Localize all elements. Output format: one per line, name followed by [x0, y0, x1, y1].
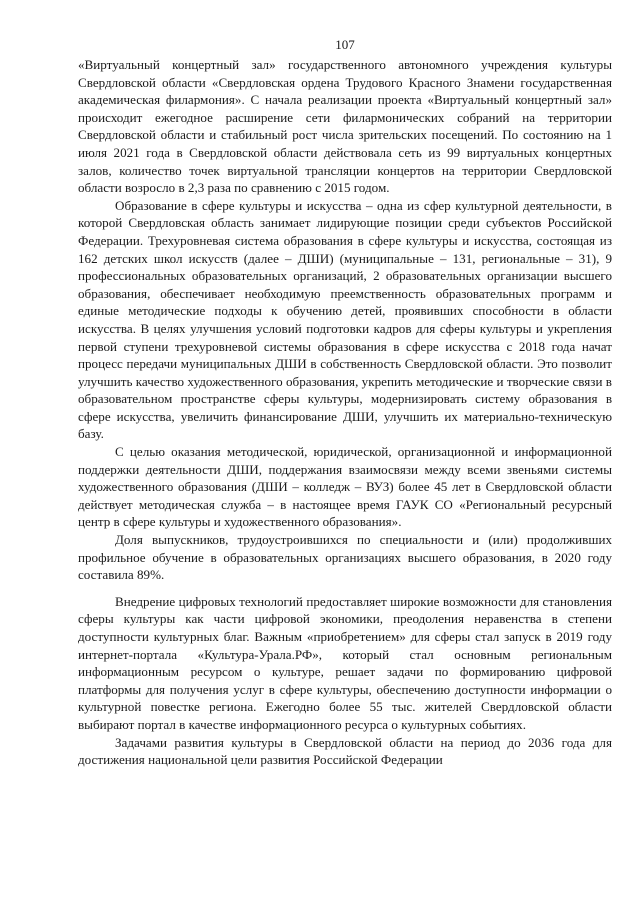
- paragraph-graduates-share: Доля выпускников, трудоустроившихся по специальности и (или) продолживших профильное обучение в образовательных организациях высшего образования, в 2020 году составила 89%.: [78, 532, 612, 583]
- document-page: [78, 34, 612, 769]
- paragraph-development-goals: Задачами развития культуры в Свердловской области на период до 2036 года для достижения национальной цели развития Российской Федерации: [78, 734, 612, 768]
- page-number: 107: [335, 37, 355, 52]
- paragraph-virtual-concert-hall: «Виртуальный концертный зал» государственного автономного учреждения культуры Свердловской области «Свердловская ордена Трудового Красного Знамени государственная академическая филармония». С начала реализации проекта «Виртуальный концертный зал» происходит ежегодное расширение сети филармонических собраний на территории Свердловской области и стабильный рост числа зрительских посещений. По состоянию на 1 июля 2021 года в Свердловской области действовала сеть из 99 виртуальных концертных залов, количество точек виртуальной трансляции концертов на территории Свердловской области возросло в 2,3 раза по сравнению с 2015 годом.: [78, 57, 612, 196]
- paragraph-methodical-service: С целью оказания методической, юридической, организационной и информационной поддержки деятельности ДШИ, поддержания взаимосвязи между всеми звеньями системы художественного образования (ДШИ – колледж – ВУЗ) более 45 лет в Свердловской области действует методическая служба – в настоящее время ГАУК СО «Региональный ресурсный центр в сфере культуры и художественного образования».: [78, 444, 612, 530]
- paragraph-digital-technologies: Внедрение цифровых технологий предоставляет широкие возможности для становления сферы культуры как части цифровой экономики, преодоления неравенства в степени доступности культурных благ. Важным «приобретением» для сферы стал запуск в 2019 году интернет-портала «Культура-Урала.РФ», который стал основным региональным информационным ресурсом о культуре, решает задачи по формированию цифровой платформы для получения услуг в сфере культуры, обеспечению доступности информации о культурной повестке региона. Ежегодно более 55 тыс. жителей Свердловской области выбирают портал в качестве информационного ресурса о культурных событиях.: [78, 593, 612, 732]
- paragraph-arts-education: Образование в сфере культуры и искусства – одна из сфер культурной деятельности, в которой Свердловская область занимает лидирующие позиции среди субъектов Российской Федерации. Трехуровневая система образования в сфере культуры и искусства, состоящая из 162 детских школ искусств (далее – ДШИ) (муниципальные – 131, региональные – 31), 9 профессиональных образовательных организаций, 2 образовательных организации высшего образования, обеспечивает необходимую преемственность образовательных программ и единые методические подходы к обучению детей, проявивших способности в области искусства. В целях улучшения условий подготовки кадров для сферы культуры и укрепления первой ступени трехуровневой системы образования в сфере искусства с 2018 года начат процесс передачи муниципальных ДШИ в собственность Свердловской области. Это позволит улучшить качество художественного образования, укрепить методические и творческие связи в образовательном пространстве сферы культуры, модернизировать систему образования в сфере искусства, увеличить финансирование ДШИ, улучшить их материально-техническую базу.: [78, 197, 612, 442]
